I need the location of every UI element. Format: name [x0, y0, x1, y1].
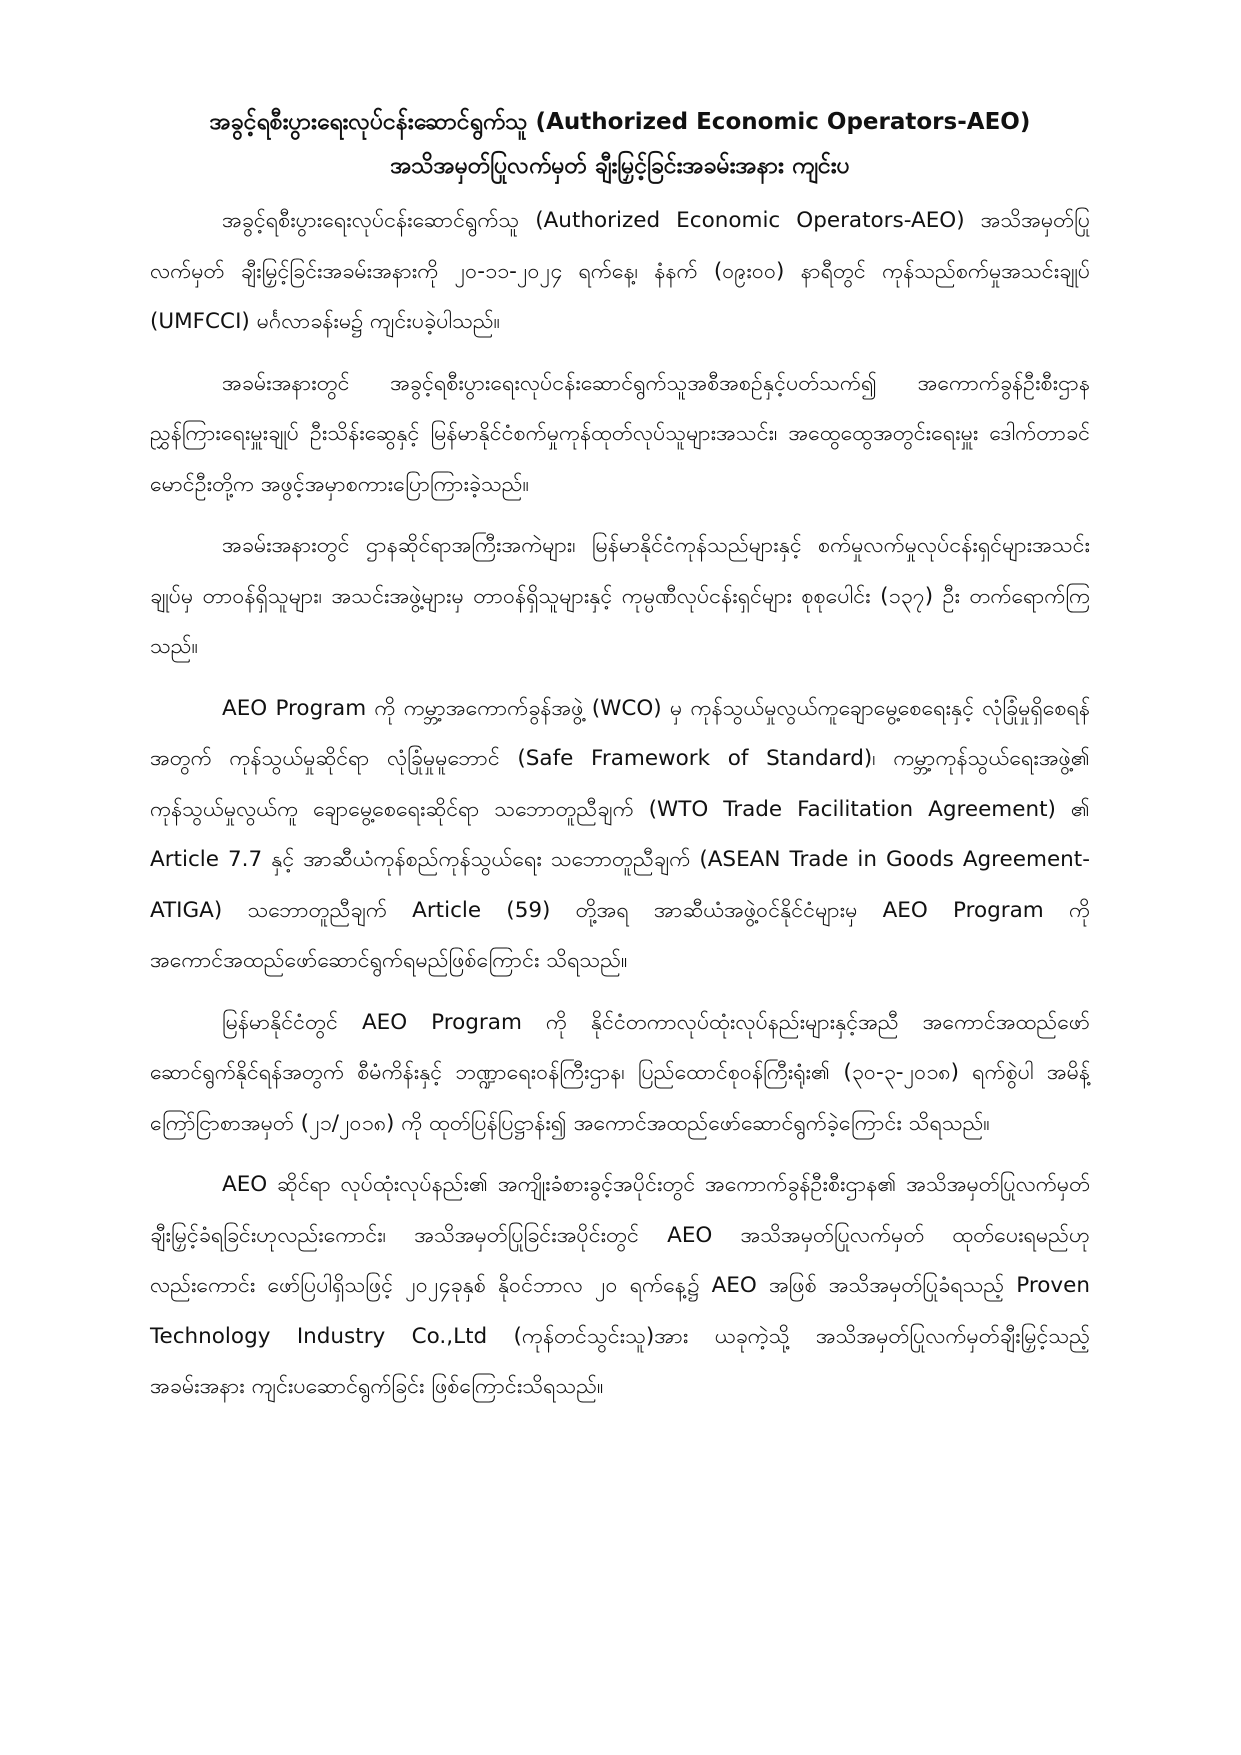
document-page: [150, 100, 1090, 1700]
paragraph-2-opening-speeches: အခမ်းအနားတွင် အခွင့်ရစီးပွားရေးလုပ်ငန်းဆောင်ရွက်သူအစီအစဉ်နှင့်ပတ်သက်၍ အကောက်ခွန်ဦးစီးဌာန ညွှန်ကြားရေးမှူးချုပ် ဦးသိန်းဆွေနှင့် မြန်မာနိုင်ငံစက်မှုကုန်ထုတ်လုပ်သူများအသင်း၊ အထွေထွေအတွင်းရေးမှူး ဒေါက်တာခင်မောင်ဦးတို့က အဖွင့်အမှာစကားပြောကြားခဲ့သည်။: [150, 370, 1090, 497]
paragraph-6-certificate-award: AEO ဆိုင်ရာ လုပ်ထုံးလုပ်နည်း၏ အကျိုးခံစားခွင့်အပိုင်းတွင် အကောက်ခွန်ဦးစီးဌာန၏ အသိအမှတ်ပြုလက်မှတ် ချီးမြှင့်ခံရခြင်းဟုလည်းကောင်း၊ အသိအမှတ်ပြုခြင်းအပိုင်းတွင် AEO အသိအမှတ်ပြုလက်မှတ် ထုတ်ပေးရမည်ဟုလည်းကောင်း ဖော်ပြပါရှိသဖြင့် ၂၀၂၄ခုနှစ် နိုဝင်ဘာလ ၂၀ ရက်နေ့၌ AEO အဖြစ် အသိအမှတ်ပြုခံရသည့် Proven Technology Industry Co.,Ltd (ကုန်တင်သွင်းသူ)အား ယခုကဲ့သို့ အသိအမှတ်ပြုလက်မှတ်ချီးမြှင့်သည့် အခမ်းအနား ကျင်းပဆောင်ရွက်ခြင်း ဖြစ်ကြောင်းသိရသည်။: [150, 1172, 1090, 1399]
paragraph-3-attendees: အခမ်းအနားတွင် ဌာနဆိုင်ရာအကြီးအကဲများ၊ မြန်မာနိုင်ငံကုန်သည်များနှင့် စက်မှုလက်မှုလုပ်ငန်းရှင်များအသင်းချုပ်မှ တာဝန်ရှိသူများ၊ အသင်းအဖွဲ့များမှ တာဝန်ရှိသူများနှင့် ကုမ္ပဏီလုပ်ငန်းရှင်များ စုစုပေါင်း (၁၃၇) ဦး တက်ရောက်ကြသည်။: [150, 533, 1090, 659]
paragraph-1-ceremony-details: အခွင့်ရစီးပွားရေးလုပ်ငန်းဆောင်ရွက်သူ (Authorized Economic Operators-AEO) အသိအမှတ်ပြုလက်မှတ် ချီးမြှင့်ခြင်းအခမ်းအနားကို ၂၀-၁၁-၂၀၂၄ ရက်နေ့၊ နံနက် (၀၉း၀၀) နာရီတွင် ကုန်သည်စက်မှုအသင်းချုပ် (UMFCCI) မင်္ဂလာခန်းမ၌ ကျင်းပခဲ့ပါသည်။: [150, 208, 1090, 334]
title-line-2: အသိအမှတ်ပြုလက်မှတ် ချီးမြှင့်ခြင်းအခမ်းအနား ကျင်းပ: [390, 153, 850, 179]
title-line-1: အခွင့်ရစီးပွားရေးလုပ်ငန်းဆောင်ရွက်သူ (Authorized Economic Operators-AEO): [209, 109, 1031, 135]
paragraph-5-myanmar-implementation: မြန်မာနိုင်ငံတွင် AEO Program ကို နိုင်ငံတကာလုပ်ထုံးလုပ်နည်းများနှင့်အညီ အကောင်အထည်ဖော် ဆောင်ရွက်နိုင်ရန်အတွက် စီမံကိန်းနှင့် ဘဏ္ဍာရေးဝန်ကြီးဌာန၊ ပြည်ထောင်စုဝန်ကြီးရုံး၏ (၃၀-၃-၂၀၁၈) ရက်စွဲပါ အမိန့်ကြော်ငြာစာအမှတ် (၂၁/၂၀၁၈) ကို ထုတ်ပြန်ပြဋ္ဌာန်း၍ အကောင်အထည်ဖော်ဆောင်ရွက်ခဲ့ကြောင်း သိရသည်။: [150, 1009, 1090, 1136]
document-title: [150, 100, 1090, 188]
paragraph-4-aeo-program-background: AEO Program ကို ကမ္ဘာ့အကောက်ခွန်အဖွဲ့ (WCO) မှ ကုန်သွယ်မှုလွယ်ကူချောမွေ့စေရေးနှင့် လုံခြုံမှုရှိစေရန်အတွက် ကုန်သွယ်မှုဆိုင်ရာ လုံခြုံမှုမူဘောင် (Safe Framework of Standard)၊ ကမ္ဘာ့ကုန်သွယ်ရေးအဖွဲ့၏ ကုန်သွယ်မှုလွယ်ကူ ချောမွေ့စေရေးဆိုင်ရာ သဘောတူညီချက် (WTO Trade Facilitation Agreement) ၏ Article 7.7 နှင့် အာဆီယံကုန်စည်ကုန်သွယ်ရေး သဘောတူညီချက် (ASEAN Trade in Goods Agreement-ATIGA) သဘောတူညီချက် Article (59) တို့အရ အာဆီယံအဖွဲ့ဝင်နိုင်ငံများမှ AEO Program ကို အကောင်အထည်ဖော်ဆောင်ရွက်ရမည်ဖြစ်ကြောင်း သိရသည်။: [150, 695, 1090, 973]
